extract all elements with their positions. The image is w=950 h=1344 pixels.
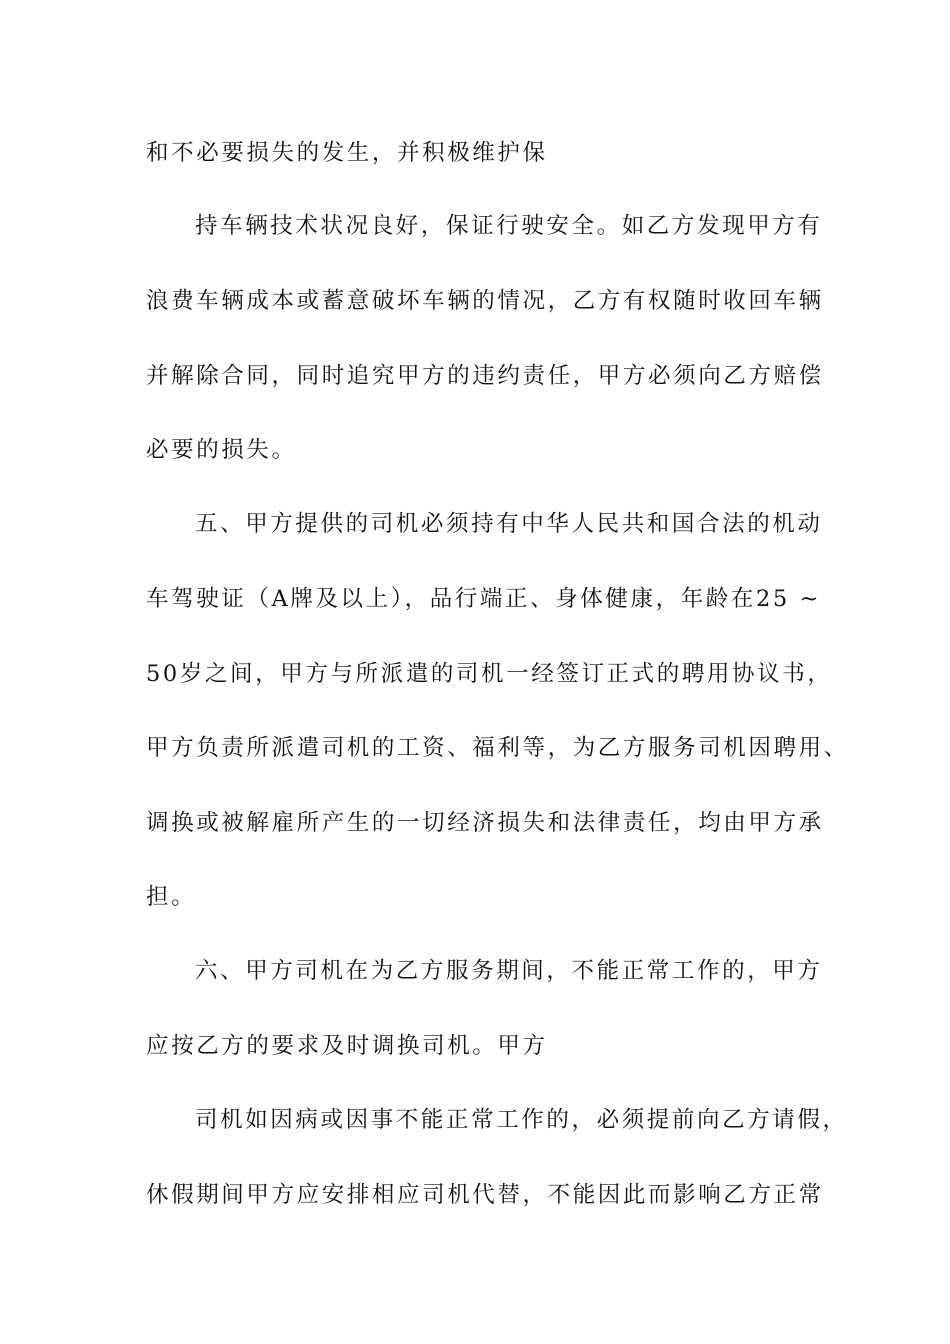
text-line: 担。 xyxy=(146,884,197,910)
text-line: 50岁之间，甲方与所派遣的司机一经签订正式的聘用协议书， xyxy=(146,661,833,687)
text-line: 浪费车辆成本或蓄意破坏车辆的情况，乙方有权随时收回车辆 xyxy=(146,288,824,314)
text-line: 和不必要损失的发生，并积极维护保 xyxy=(146,140,548,166)
text-line: 车驾驶证（A牌及以上），品行端正、身体健康，年龄在25 ~ xyxy=(146,586,822,612)
text-line: 休假期间甲方应安排相应司机代替，不能因此而影响乙方正常 xyxy=(146,1182,824,1208)
text-line: 持车辆技术状况良好，保证行驶安全。如乙方发现甲方有 xyxy=(195,213,823,239)
text-line: 调换或被解雇所产生的一切经济损失和法律责任，均由甲方承 xyxy=(146,810,824,836)
text-line: 必要的损失。 xyxy=(146,437,297,463)
text-line: 五、甲方提供的司机必须持有中华人民共和国合法的机动 xyxy=(195,511,823,537)
text-line: 六、甲方司机在为乙方服务期间，不能正常工作的，甲方 xyxy=(195,958,823,984)
text-line: 并解除合同，同时追究甲方的违约责任，甲方必须向乙方赔偿 xyxy=(146,363,824,389)
text-line: 应按乙方的要求及时调换司机。甲方 xyxy=(146,1033,548,1059)
text-line: 甲方负责所派遣司机的工资、福利等，为乙方服务司机因聘用、 xyxy=(146,735,849,761)
text-line: 司机如因病或因事不能正常工作的，必须提前向乙方请假， xyxy=(195,1107,848,1133)
